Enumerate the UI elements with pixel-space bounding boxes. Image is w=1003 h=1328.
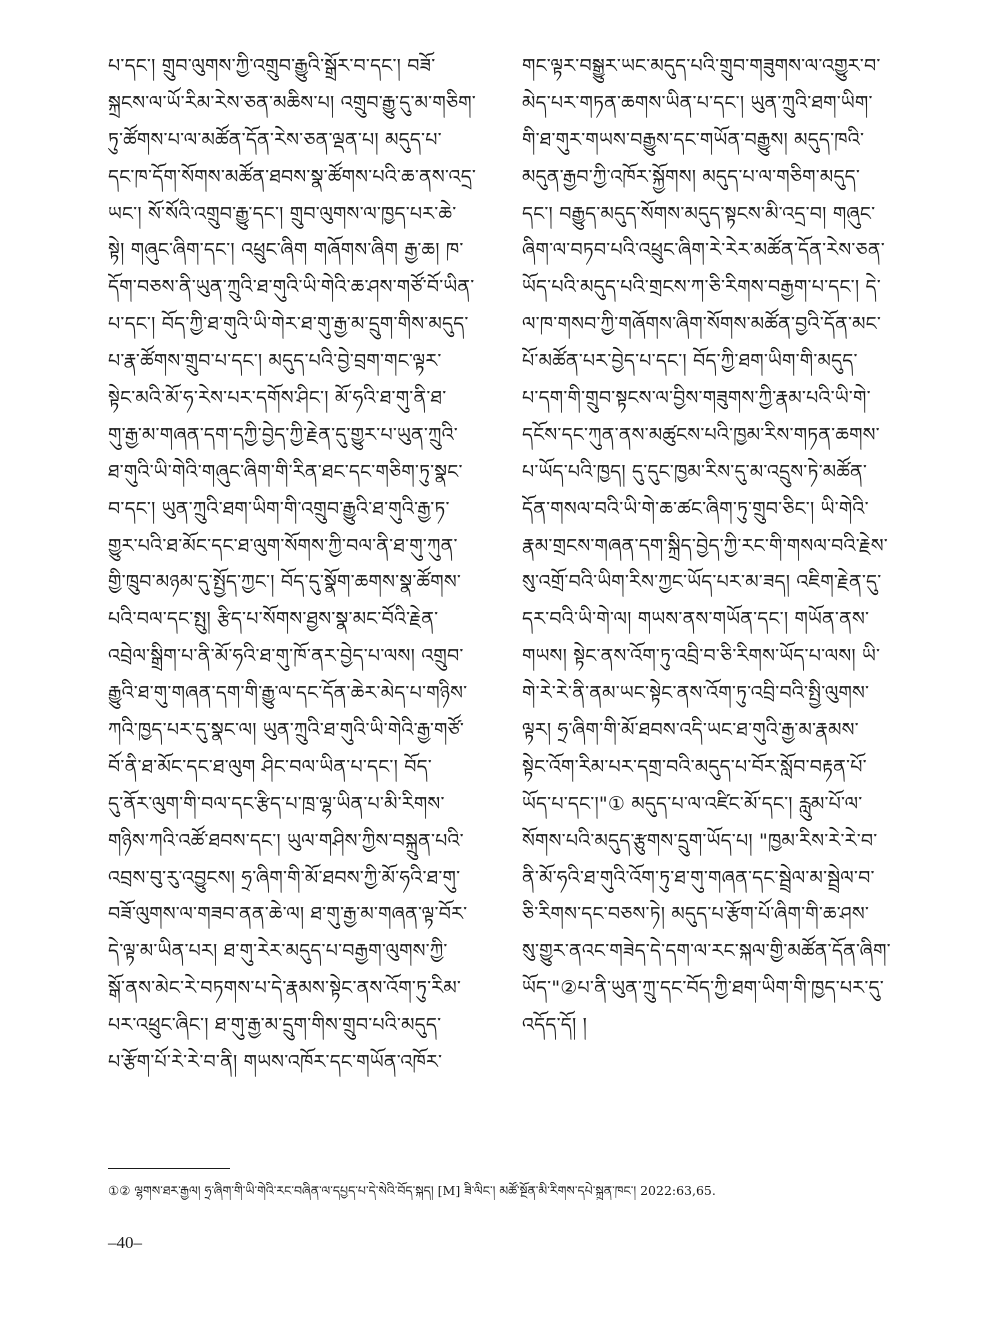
right-column-line: པ་དག་གི་གྲུབ་སྟངས་ལ་བྱིས་གཟུགས་ཀྱི་རྣམ་པའི་ཡི་གེ་ [522,387,871,410]
right-column-line: སུ་འགྲོ་བའི་ཡིག་རིས་ཀྱང་ཡོད་པར་མ་ཟད། འཇིག་རྗེན་དུ་ [522,571,882,594]
left-column-line: དེ་ལྟ་མ་ཡིན་པར། ཐ་གུ་རེར་མདུད་པ་བརྒྱག་ལུགས་ཀྱི་ [108,940,448,963]
left-column-line: བ་དང་། ཡུན་ཀྲུའི་ཐག་ཡིག་གི་འགྲུབ་རྒྱུའི་ཐ་གུའི་རྒྱ་ཏ་ [108,497,450,520]
right-column-line: རྣམ་གྲངས་གཞན་དག་སྐྲིད་བྱེད་ཀྱི་རང་གི་གསལ་བའི་རྗེས་ [522,534,888,557]
right-column-line: གཡས། སྟེང་ནས་འོག་ཏུ་འབྲི་བ་ཅི་རིགས་ཡོད་པ་ལས། ཡི་ [522,645,881,668]
left-column-line: གཉིས་ཀའི་འཚོ་ཐབས་དང་། ཡུལ་གཤིས་ཀྱིས་བསྐྲུན་པའི་ [108,829,464,852]
left-column-line: ཏུ་ཚོགས་པ་ལ་མཚོན་དོན་རེས་ཅན་ལྡན་པ། མདུད་པ་ [108,128,442,151]
right-column-line: དོན་གསལ་བའི་ཡི་གེ་ཆ་ཚང་ཞིག་ཏུ་གྲུབ་ཅིང་། ཡི་གེའི་ [522,497,869,520]
left-column-line: པར་འཕྲུང་ཞིང་། ཐ་གུ་རྒྱ་མ་དྲུག་གིས་གྲུབ་པའི་མདུད་ [108,1014,442,1037]
left-column-line: ཀའི་ཁྱད་པར་དུ་སྣང་ལ། ཡུན་ཀྲུའི་ཐ་གུའི་ཡི་གེའི་རྒྱ་གཙོ་ [108,719,465,742]
left-column-line: གྱི་ཁྲུབ་མཉམ་དུ་སྤྱོད་ཀྱང་། བོད་དུ་སྣོག་ཆགས་སྣ་ཚོགས་ [108,571,462,594]
footnote-separator [108,1168,230,1169]
left-column-line: སྟེ། གཞུང་ཞིག་དང་། འཕྲུང་ཞིག གཞོགས་ཞིག རྒྱ་ཆ། ཁ་ [108,239,464,262]
left-column-line: བཟོ་ལུགས་ལ་གཟབ་ནན་ཆེ་ལ། ཐ་གུ་རྒྱ་མ་གཞན་ལྟ་བོར་ [108,903,468,926]
left-column-line: དང་ཁ་དོག་སོགས་མཚོན་ཐབས་སྣ་ཚོགས་པའི་ཆ་ནས་འདྲ་ [108,165,477,188]
left-column-line: བོ་ནི་ཐ་མོང་དང་ཐ་ལུག ཤིང་བལ་ཡིན་པ་དང་། བོད་ [108,755,433,778]
right-column-line: ཡོད་པ་དང་།"① མདུད་པ་ལ་འཛིང་མོ་དང་། རླུམ་པོ་ལ་ [522,792,863,815]
right-column-line: པ་ཡོད་པའི་ཁྱད། དུ་དུང་ཁྱམ་རིས་དུ་མ་འདྲུས་ཏེ་མཚོན་ [522,460,868,483]
right-column-line: དངོས་དང་ཀུན་ནས་མཚུངས་པའི་ཁྱམ་རིས་གཏན་ཆགས་ [522,423,880,446]
right-column-line: མེད་པར་གཏན་ཆགས་ཡིན་པ་དང་། ཡུན་ཀྲུའི་ཐག་ཡིག་ [522,91,873,114]
left-column-line: ཡང་། སོ་སོའི་འགྲུབ་རྒྱུ་དང་། གྲུབ་ལུགས་ལ་ཁྱད་པར་ཆེ་ [108,202,457,225]
right-column-line: ལྟར། ཧྲ་ཞིག་གི་མོ་ཐབས་འདི་ཡང་ཐ་གུའི་རྒྱ་མ་རྣམས་ [522,719,859,742]
right-column [522,48,920,1044]
right-column-line: ཞིག་ལ་བཏབ་པའི་འཕྲུང་ཞིག་རེ་རེར་མཚོན་དོན་རེས་ཅན་ [522,239,885,262]
left-column-line: འབྲེལ་སྒྲིག་པ་ནི་མོ་ཧའི་ཐ་གུ་ཁོ་ནར་བྱེད་པ་ལས། འགྲུབ་ [108,645,464,668]
left-column-line: ཐ་གུའི་ཡི་གེའི་གཞུང་ཞིག་གི་རིན་ཐང་དང་གཅིག་ཏུ་སྣང་ [108,460,463,483]
right-column-line: སུ་གྱུར་ནའང་གཟེད་དེ་དག་ལ་རང་སྐལ་གྱི་མཚོན་དོན་ཞིག་ [522,940,891,963]
right-column-line: ནི་མོ་ཧའི་ཐ་གུའི་འོག་ཏུ་ཐ་གུ་གཞན་དང་སྦྲེལ་མ་སྦྲེལ་བ་ [522,866,875,889]
left-column-line: པ་རྣ་ཚོགས་གྲུབ་པ་དང་། མདུད་པའི་བྱེ་བྲག་གང་ལྟར་ [108,350,442,373]
left-column-line: གྱུར་པའི་ཐ་མོང་དང་ཐ་ལུག་སོགས་ཀྱི་བལ་ནི་ཐ་གུ་ཀུན་ [108,534,458,557]
right-column-line: མདུན་རྒྱབ་ཀྱི་འཁོར་སྐྱོགས། མདུད་པ་ལ་གཅིག་མདུད་ [522,165,861,188]
left-column-line: རྒྱུའི་ཐ་གུ་གཞན་དག་གི་རྒྱུ་ལ་དང་དོན་ཆེར་མེད་པ་གཉིས་ [108,682,468,705]
right-column-line: སོགས་པའི་མདུད་རྩུགས་དྲུག་ཡོད་པ། "ཁྱམ་རིས་རེ་རེ་བ་ [522,829,878,852]
left-column-line: སྒོ་ནས་མེང་རེ་བཏགས་པ་དེ་རྣམས་སྟེང་ནས་འོག་ཏུ་རིམ་ [108,977,462,1000]
right-column-line: དར་བའི་ཡི་གེ་ལ། གཡས་ནས་གཡོན་དང་། གཡོན་ནས་ [522,608,870,631]
left-column-line: འབྲས་བུ་རུ་འབྱུངས། ཧྲ་ཞིག་གི་མོ་ཐབས་ཀྱི་མོ་ཧའི་ཐ་གུ་ [108,866,461,889]
right-column-line: ཅི་རིགས་དང་བཅས་ཏེ། མདུད་པ་རྩོག་པོ་ཞིག་གི་ཆ་ཤས་ [522,903,870,926]
left-column-line: པ་རྩོག་པོ་རེ་རེ་བ་ནི། གཡས་འཁོར་དང་གཡོན་འཁོར་ [108,1051,443,1074]
left-column-line: སྟེང་མའི་མོ་ཧ་རེས་པར་དགོས་ཤིང་། མོ་ཧའི་ཐ་གུ་ནི་ཐ་ [108,387,447,410]
right-column-line: གེ་རེ་རེ་ནི་ནམ་ཡང་སྟེང་ནས་འོག་ཏུ་འབྲི་བའི་སྤྱི་ལུགས་ [522,682,870,705]
right-column-line: པོ་མཚོན་པར་བྱེད་པ་དང་། བོད་ཀྱི་ཐག་ཡིག་གི་མདུད་ [522,350,858,373]
left-column [108,48,506,1081]
right-column-line: ཡོད་"②པ་ནི་ཡུན་ཀྲུ་དང་བོད་ཀྱི་ཐག་ཡིག་གི་ཁྱད་པར་དུ་ [522,977,884,1000]
left-column-line: པའི་བལ་དང་སྤུ། རྩིད་པ་སོགས་ཐྱས་སྣ་མང་བོའི་རྗེན་ [108,608,439,631]
left-column-line: གུ་རྒྱ་མ་གཞན་དག་དཀྱི་བྱེད་ཀྱི་རྗེན་དུ་གྱུར་པ་ཡུན་ཀྲུའི་ [108,423,458,446]
footnote: ①② ལྷགས་ཐར་རྒྱལ། ཧྲ་ཞིག་གི་ཡི་གེའི་རང་བཞིན་ལ་དཔྱད་པ་དེ་སེའི་བོད་སྐད། [M] ཟི་ལིང་། མཚོ་སྔོན་མི་རིགས་དཔེ་སྐྲུན་ཁང་། 2022:63,65. [108,1183,716,1198]
left-column-line: དོག་བཅས་ནི་ཡུན་ཀྲུའི་ཐ་གུའི་ཡི་གེའི་ཆ་ཤས་གཙོ་བོ་ཡིན་ [108,276,475,299]
left-column-line: སྐྲངས་ལ་ཡོ་རིམ་རེས་ཅན་མཆིས་པ། འགྲུབ་རྒྱུ་དུ་མ་གཅིག་ [108,91,476,114]
left-column-line: པ་དང་། བོད་ཀྱི་ཐ་གུའི་ཡི་གེར་ཐ་གུ་རྒྱ་མ་དྲུག་གིས་མདུད་ [108,313,469,336]
right-column-line: གང་ལྟར་བསྒྱུར་ཡང་མདུད་པའི་གྲུབ་གཟུགས་ལ་འགྱུར་བ་ [522,55,881,77]
right-column-line: ཡོད་པའི་མདུད་པའི་གྲངས་ཀ་ཅི་རིགས་བརྒྱག་པ་དང་། དེ་ [522,276,881,299]
left-column-line: དུ་ནོར་ལུག་གི་བལ་དང་རྩིད་པ་ཁྲ་ལྷ་ཡིན་པ་མི་རིགས་ [108,792,445,815]
left-column-line: པ་དང་། གྲུབ་ལུགས་ཀྱི་འགྲུབ་རྒྱུའི་སྒྲོར་བ་དང་། བཟོ་ [108,55,436,77]
right-column-line: སྟེང་འོག་རིམ་པར་དགྲ་བའི་མདུད་པ་བོར་སློབ་བརྟན་པོ་ [522,755,867,778]
right-column-line: གི་ཐ་གུར་གཡས་བརྒྱུས་དང་གཡོན་བརྒྱུས། མདུད་ཁའི་ [522,128,865,151]
right-column-line: དང་། བརྒྱུད་མདུད་སོགས་མདུད་སྟངས་མི་འདྲ་བ། གཞུང་ [522,202,876,225]
right-column-line: ལ་ཁ་གསབ་ཀྱི་གཞོགས་ཞིག་སོགས་མཚོན་བྱའི་དོན་མང་ [522,313,882,336]
page-number: –40– [108,1233,142,1252]
right-column-line: འདོད་དོ། ། [522,1014,588,1037]
